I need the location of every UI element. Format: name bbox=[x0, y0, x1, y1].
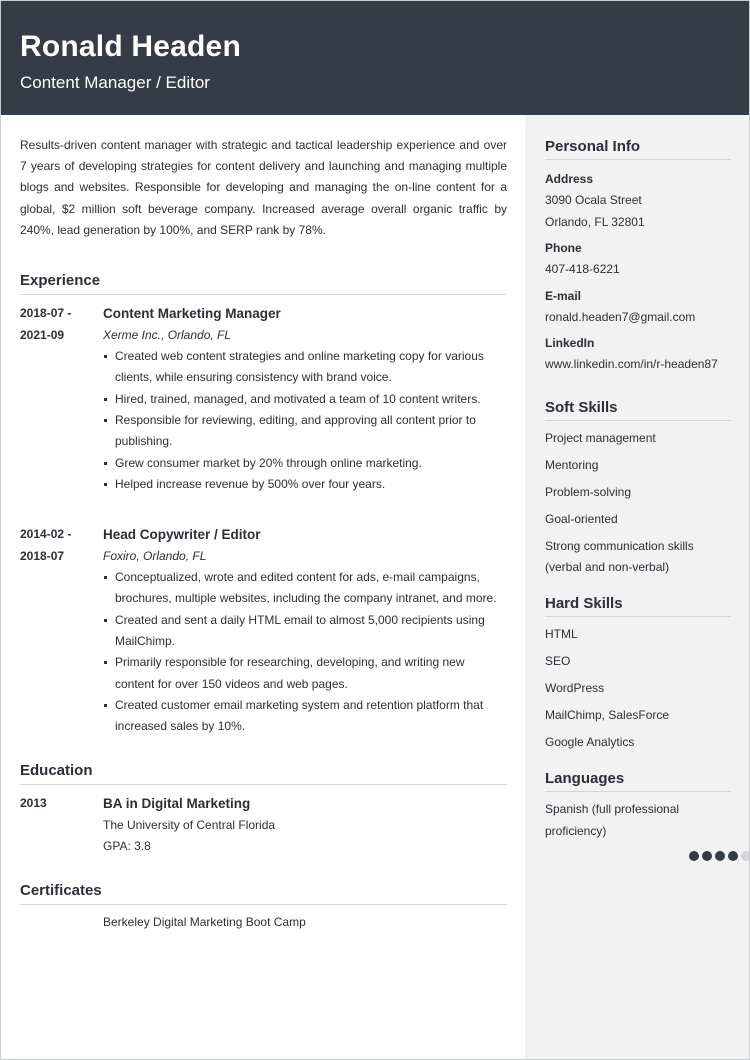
profile-summary: Results-driven content manager with strategic and tactical leadership experience and over 7 years of developing strategies for content delivery and launching and managing multiple blogs and websites. Responsible for developing and managing the on-line content for a global, $2 million soft beverage company. Increased average overall organic traffic by 240%, lead generation by 100%, and SERP rank by 78%. bbox=[20, 138, 507, 237]
soft-skill-item: Project management bbox=[545, 430, 656, 445]
certificates-heading: Certificates bbox=[20, 881, 507, 905]
job-bullet: Responsible for reviewing, editing, and approving all content prior to publishing. bbox=[103, 410, 507, 453]
job-date-end: 2018-07 bbox=[20, 548, 65, 563]
address-line2: Orlando, FL 32801 bbox=[545, 214, 645, 229]
soft-skill-item: Strong communication skills (verbal and non-verbal) bbox=[545, 538, 694, 574]
rating-dot-filled bbox=[689, 851, 699, 861]
hard-skill-item: Google Analytics bbox=[545, 735, 635, 749]
resume-header bbox=[1, 1, 749, 115]
job-title: Head Copywriter / Editor bbox=[103, 527, 261, 543]
job-bullet: Conceptualized, wrote and edited content for ads, e-mail campaigns, brochures, multiple websites, including the company intranet, and more. bbox=[103, 567, 507, 610]
job-bullets bbox=[103, 346, 507, 495]
education-school: The University of Central Florida bbox=[103, 817, 276, 832]
personal-info-heading: Personal Info bbox=[545, 137, 731, 160]
education-gpa: GPA: 3.8 bbox=[103, 839, 151, 854]
job-company: Xerme Inc., Orlando, FL bbox=[103, 327, 232, 342]
main-column bbox=[20, 135, 507, 933]
job-date-start: 2014-02 - bbox=[20, 527, 72, 542]
education-entry bbox=[20, 793, 507, 858]
hard-skill-item: SEO bbox=[545, 654, 571, 668]
job-bullet: Created web content strategies and online marketing copy for various clients, while ensuring consistency with brand voice. bbox=[103, 346, 507, 389]
email-label: E-mail bbox=[545, 288, 582, 303]
experience-entry bbox=[20, 524, 507, 737]
address-label: Address bbox=[545, 172, 594, 186]
phone-value: 407-418-6221 bbox=[545, 262, 620, 276]
job-dates bbox=[20, 524, 98, 567]
certificate-details bbox=[103, 912, 507, 934]
job-bullet: Helped increase revenue by 500% over four years. bbox=[103, 474, 507, 495]
candidate-role: Content Manager / Editor bbox=[20, 73, 210, 92]
job-bullet: Primarily responsible for researching, developing, and writing new content for over 150 videos and web pages. bbox=[103, 652, 507, 695]
rating-dot-filled bbox=[715, 851, 725, 861]
education-details bbox=[103, 793, 507, 858]
job-dates bbox=[20, 303, 98, 346]
experience-entry bbox=[20, 303, 507, 495]
languages-heading: Languages bbox=[545, 769, 731, 792]
sidebar bbox=[525, 115, 750, 1060]
job-bullet: Created customer email marketing system and retention platform that increased sales by 10%. bbox=[103, 695, 507, 738]
hard-skills-heading: Hard Skills bbox=[545, 594, 731, 617]
job-date-start: 2018-07 - bbox=[20, 306, 72, 321]
phone-label: Phone bbox=[545, 241, 582, 255]
job-bullet: Hired, trained, managed, and motivated a team of 10 content writers. bbox=[103, 389, 507, 410]
address-line1: 3090 Ocala Street bbox=[545, 193, 642, 207]
job-title: Content Marketing Manager bbox=[103, 306, 281, 322]
language-proficiency-rating bbox=[686, 848, 750, 866]
hard-skill-item: MailChimp, SalesForce bbox=[545, 708, 670, 722]
hard-skill-item: HTML bbox=[545, 627, 578, 641]
job-details bbox=[103, 524, 507, 737]
soft-skills-heading: Soft Skills bbox=[545, 398, 731, 421]
job-company: Foxiro, Orlando, FL bbox=[103, 548, 207, 563]
soft-skill-item: Problem-solving bbox=[545, 484, 632, 499]
rating-dot-filled bbox=[702, 851, 712, 861]
job-date-end: 2021-09 bbox=[20, 327, 65, 342]
job-bullet: Grew consumer market by 20% through online marketing. bbox=[103, 453, 507, 474]
candidate-name: Ronald Headen bbox=[20, 30, 241, 63]
sidebar-content bbox=[545, 137, 731, 862]
hard-skill-item: WordPress bbox=[545, 681, 605, 695]
rating-dot-filled bbox=[728, 851, 738, 861]
education-degree: BA in Digital Marketing bbox=[103, 796, 251, 812]
experience-heading: Experience bbox=[20, 271, 507, 295]
job-details bbox=[103, 303, 507, 495]
rating-dot-empty bbox=[741, 851, 750, 861]
job-bullets bbox=[103, 567, 507, 737]
soft-skill-item: Mentoring bbox=[545, 457, 599, 472]
linkedin-value: www.linkedin.com/in/r-headen87 bbox=[545, 357, 718, 371]
linkedin-label: LinkedIn bbox=[545, 336, 595, 350]
email-value: ronald.headen7@gmail.com bbox=[545, 309, 696, 324]
education-heading: Education bbox=[20, 761, 507, 785]
language-item: Spanish (full professional proficiency) bbox=[545, 802, 680, 838]
certificate-entry bbox=[20, 912, 507, 934]
education-date: 2013 bbox=[20, 796, 47, 811]
soft-skill-item: Goal-oriented bbox=[545, 511, 618, 526]
certificate-item: Berkeley Digital Marketing Boot Camp bbox=[103, 914, 306, 929]
job-bullet: Created and sent a daily HTML email to almost 5,000 recipients using MailChimp. bbox=[103, 610, 507, 653]
